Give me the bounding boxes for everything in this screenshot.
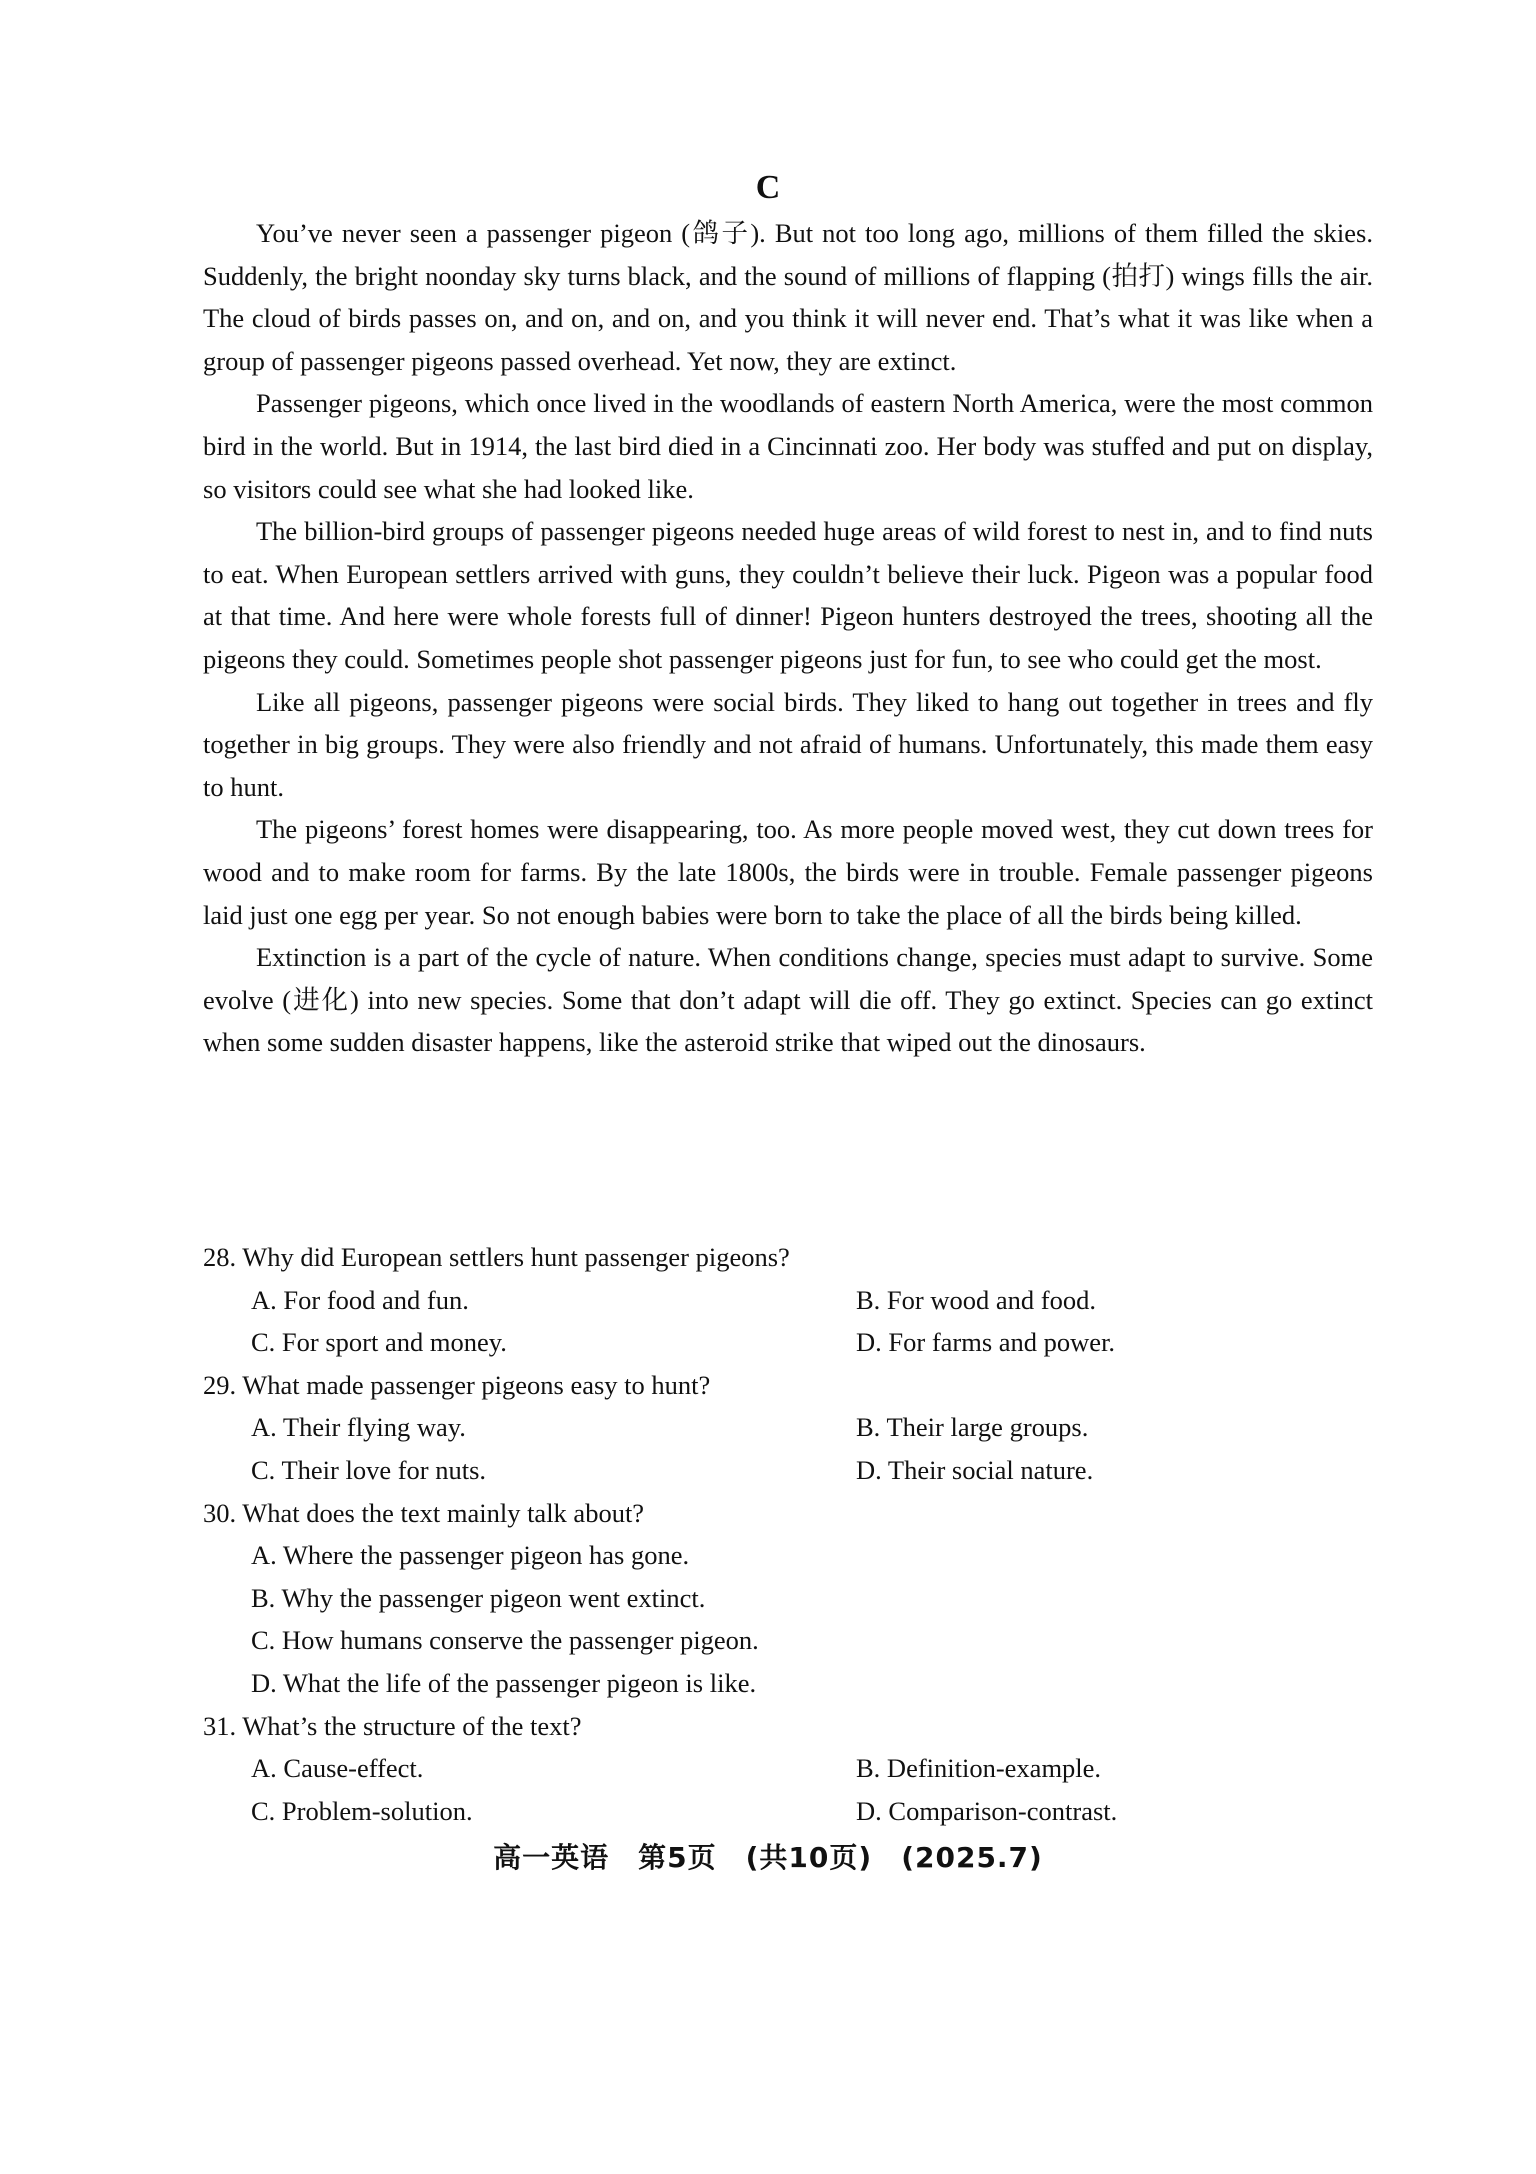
question-stem: 28. Why did European settlers hunt passenger pigeons?: [203, 1242, 790, 1272]
option-d: D. Comparison-contrast.: [856, 1795, 1118, 1826]
option-row: [203, 1747, 1373, 1790]
option-row: [203, 1406, 1373, 1449]
option-c: C. How humans conserve the passenger pigeon.: [251, 1625, 759, 1656]
question-list: [203, 1236, 1373, 1832]
option-b: B. Definition-example.: [856, 1753, 1102, 1784]
question-stem: 31. What’s the structure of the text?: [203, 1710, 582, 1741]
question-28: [203, 1236, 1373, 1364]
passage-paragraph: Extinction is a part of the cycle of nature. When conditions change, species must adapt to survive. Some evolve (进化) into new species. Some that don’t adapt will die off. They go extinct. Species can go extinct when some sudden disaster happens, like the asteroid strike that wiped out the dinosaurs.: [203, 942, 1373, 1058]
passage-paragraph: Passenger pigeons, which once lived in the woodlands of eastern North America, were the most common bird in the world. But in 1914, the last bird died in a Cincinnati zoo. Her body was stuffed and put on display, so visitors could see what she had looked like.: [203, 388, 1373, 504]
passage-paragraph: The billion-bird groups of passenger pigeons needed huge areas of wild forest to nest in, and to find nuts to eat. When European settlers arrived with guns, they couldn’t believe their luck. Pigeon was a popular food at that time. And here were whole forests full of dinner! Pigeon hunters destroyed the trees, shooting all the pigeons they could. Sometimes people shot passenger pigeons just for fun, to see who could get the most.: [203, 516, 1373, 674]
option-d: D. What the life of the passenger pigeon is like.: [251, 1667, 757, 1698]
option-row: [203, 1449, 1373, 1492]
option-b: B. Their large groups.: [856, 1412, 1089, 1443]
section-heading: C: [755, 169, 781, 206]
option-a: A. Cause-effect.: [251, 1753, 424, 1784]
option-c: C. For sport and money.: [251, 1327, 507, 1358]
option-c: C. Problem-solution.: [251, 1795, 473, 1826]
option-b: B. Why the passenger pigeon went extinct.: [251, 1582, 706, 1613]
question-stem: 29. What made passenger pigeons easy to hunt?: [203, 1369, 711, 1400]
reading-passage: [203, 212, 1373, 1064]
option-a: A. For food and fun.: [251, 1284, 469, 1315]
passage-paragraph: Like all pigeons, passenger pigeons were social birds. They liked to hang out together in trees and fly together in big groups. They were also friendly and not afraid of humans. Unfortunately, this made them easy to hunt.: [203, 686, 1373, 802]
option-row: [203, 1279, 1373, 1322]
option-b: B. For wood and food.: [856, 1284, 1096, 1315]
option-a: A. Their flying way.: [251, 1412, 466, 1443]
question-31: [203, 1705, 1373, 1833]
question-stem: 30. What does the text mainly talk about?: [203, 1497, 645, 1528]
option-c: C. Their love for nuts.: [251, 1454, 487, 1485]
option-d: D. For farms and power.: [856, 1327, 1116, 1358]
passage-paragraph: You’ve never seen a passenger pigeon (鸽子). But not too long ago, millions of them filled the skies. Suddenly, the bright noonday sky turns black, and the sound of millions of flapping (拍打) wings fills the air. The cloud of birds passes on, and on, and on, and you think it will never end. That’s what it was like when a group of passenger pigeons passed overhead. Yet now, they are extinct.: [203, 218, 1373, 376]
option-d: D. Their social nature.: [856, 1454, 1094, 1485]
passage-paragraph: The pigeons’ forest homes were disappearing, too. As more people moved west, they cut down trees for wood and to make room for farms. By the late 1800s, the birds were in trouble. Female passenger pigeons laid just one egg per year. So not enough babies were born to take the place of all the birds being killed.: [203, 814, 1373, 930]
question-29: [203, 1364, 1373, 1492]
question-30: [203, 1492, 1373, 1705]
option-a: A. Where the passenger pigeon has gone.: [251, 1540, 690, 1571]
option-row: [203, 1790, 1373, 1833]
option-row: [203, 1321, 1373, 1364]
page-footer: 高一英语 第5页 (共10页) (2025.7): [493, 1841, 1043, 1874]
